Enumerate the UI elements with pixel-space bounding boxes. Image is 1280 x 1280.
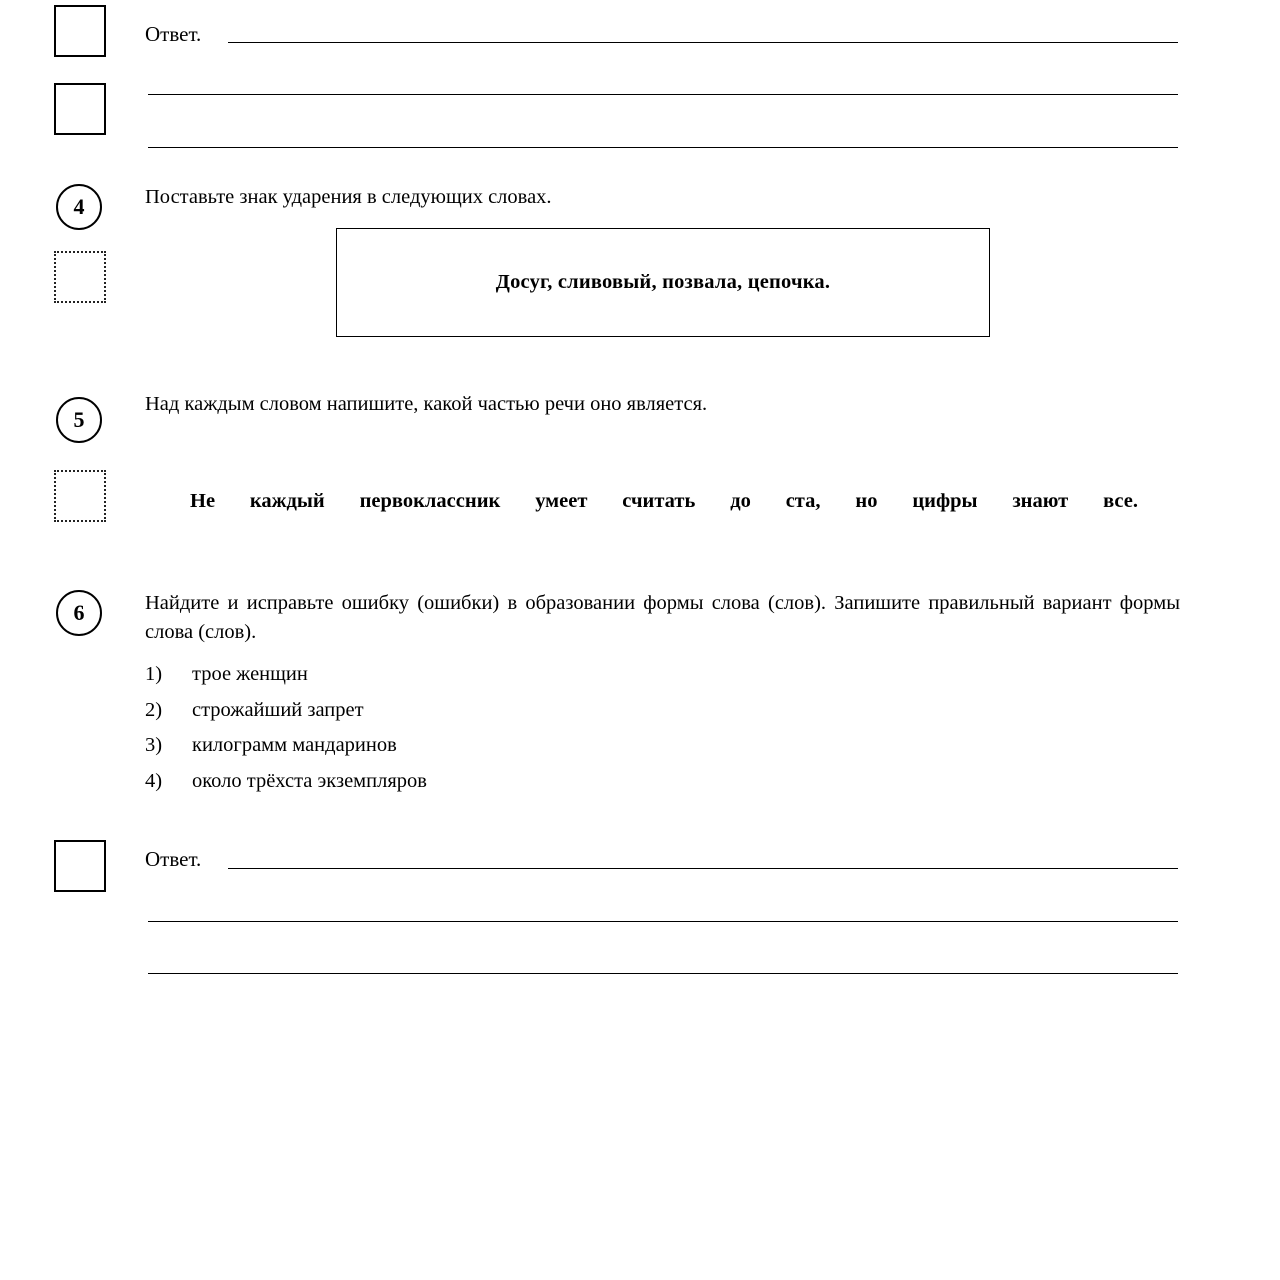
list-item (145, 693, 427, 729)
task-4-instruction: Поставьте знак ударения в следующих словах. (145, 186, 552, 208)
task-4-framed-text: Досуг, сливовый, позвала, цепочка. (495, 271, 831, 293)
score-box-top-2[interactable] (54, 83, 106, 135)
answer-label-top: Ответ. (145, 22, 202, 46)
task-number-4: 4 (56, 184, 102, 230)
list-item-label: около трёхста экземпляров (192, 769, 427, 792)
list-item (145, 764, 427, 800)
answer-line-top-1[interactable] (228, 42, 1178, 43)
list-item-marker: 3) (145, 734, 163, 756)
list-item-label: строжайший запрет (192, 698, 364, 721)
task-4-word-frame (336, 228, 990, 337)
score-box-top-1[interactable] (54, 5, 106, 57)
score-box-task-4[interactable] (54, 251, 106, 303)
list-item-label: трое женщин (192, 663, 308, 685)
task-number-6: 6 (56, 590, 102, 636)
task-number-5: 5 (56, 397, 102, 443)
score-box-task-6[interactable] (54, 840, 106, 892)
task-5-sentence: Не каждый первоклассник умеет считать до ста, но цифры знают все. (190, 490, 1138, 512)
answer-line-top-3[interactable] (148, 147, 1178, 148)
task-5-instruction: Над каждым словом напишите, какой частью речи оно является. (145, 393, 708, 415)
list-item-marker: 4) (145, 769, 163, 792)
task-6-option-list (145, 657, 427, 799)
list-item-marker: 2) (145, 698, 163, 721)
answer-line-bottom-3[interactable] (148, 973, 1178, 974)
list-item (145, 657, 427, 693)
list-item-marker: 1) (145, 663, 163, 685)
answer-line-bottom-2[interactable] (148, 921, 1178, 922)
task-6-instruction: Найдите и исправьте ошибку (ошибки) в образовании формы слова (слов). Запишите правильный вариант формы слова (слов). (145, 592, 1180, 643)
answer-label-bottom: Ответ. (145, 847, 202, 871)
list-item-label: килограмм мандаринов (192, 734, 397, 756)
answer-line-bottom-1[interactable] (228, 868, 1178, 869)
list-item (145, 728, 427, 764)
answer-line-top-2[interactable] (148, 94, 1178, 95)
score-box-task-5[interactable] (54, 470, 106, 522)
